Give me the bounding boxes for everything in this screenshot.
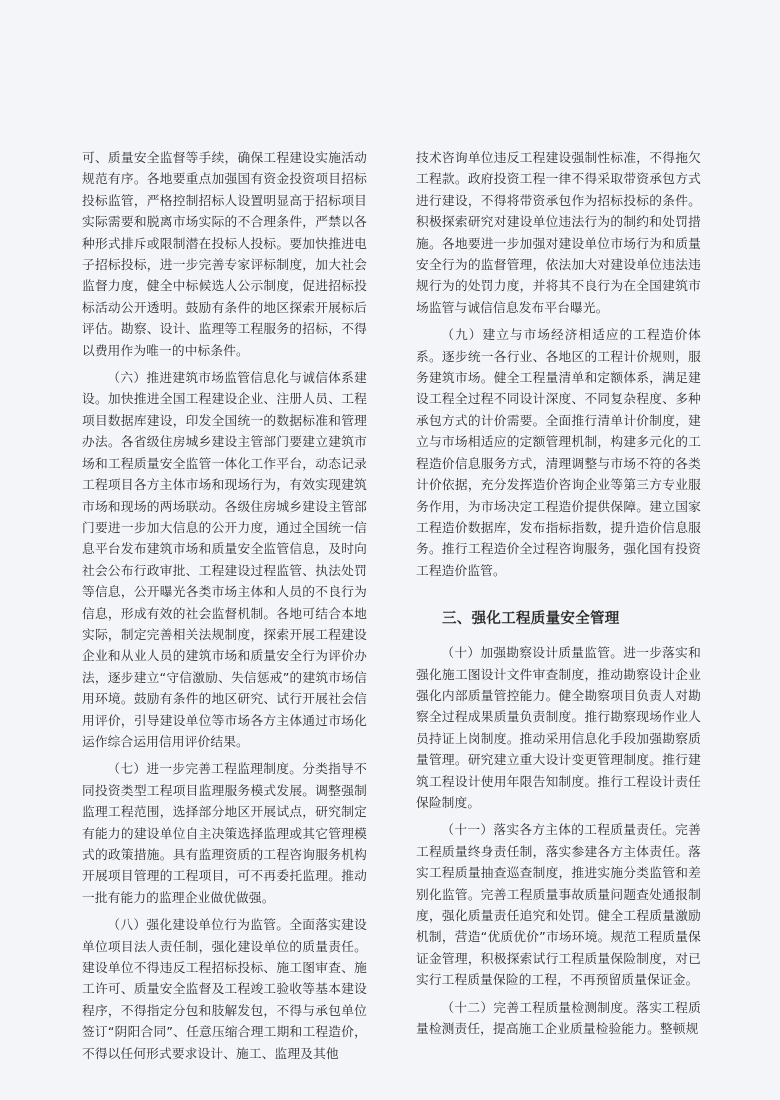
paragraph-continuation: 可、质量安全监督等手续，确保工程建设实施活动规范有序。各地要重点加强国有资金投资项目招标投标监管，严格控制招标人设置明显高于招标项目实际需要和脱离市场实际的不合理条件，严禁以各种形式排斥或限制潜在投标人投标。要加快推进电子招标投标，进一步完善专家评标制度，加大社会监督力度，健全中标候选人公示制度，促进招标投标活动公开透明。鼓励有条件的地区探索开展标后评估。勘察、设计、监理等工程服务的招标，不得以费用作为唯一的中标条件。 <box>82 150 367 358</box>
paragraph-item-10: （十）加强勘察设计质量监管。进一步落实和强化施工图设计文件审查制度，推动勘察设计企业强化内部质量管控能力。健全勘察项目负责人对勘察全过程成果质量负责制度。推行勘察现场作业人员持证上岗制度。推动采用信息化手段加强勘察质量管理。研究建立重大设计变更管理制度。推行建筑工程设计使用年限告知制度。推行工程设计责任保险制度。 <box>416 645 701 810</box>
paragraph-item-6: （六）推进建筑市场监管信息化与诚信体系建设。加快推进全国工程建设企业、注册人员、工程项目数据库建设，印发全国统一的数据标准和管理办法。各省级住房城乡建设主管部门要建立建筑市场和工程质量安全监管一体化工作平台，动态记录工程项目各方主体市场和现场行为，有效实现建筑市场和现场的两场联动。各级住房城乡建设主管部门要进一步加大信息的公开力度，通过全国统一信息平台发布建筑市场和质量安全监管信息，及时向社会公布行政审批、工程建设过程监管、执法处罚等信息，公开曝光各类市场主体和人员的不良行为信息，形成有效的社会监督机制。各地可结合本地实际，制定完善相关法规制度，探索开展工程建设企业和从业人员的建筑市场和质量安全行为评价办法，逐步建立“守信激励、失信惩戒”的建筑市场信用环境。鼓励有条件的地区研究、试行开展社会信用评价，引导建设单位等市场各方主体通过市场化运作综合运用信用评价结果。 <box>82 370 367 749</box>
paragraph-item-11: （十一）落实各方主体的工程质量责任。完善工程质量终身责任制，落实参建各方主体责任。落实工程质量抽查巡查制度，推进实施分类监管和差别化监管。完善工程质量事故质量问题查处通报制度，强化质量责任追究和处罚。健全工程质量激励机制，营造“优质优价”市场环境。规范工程质量保证金管理，积极探索试行工程质量保险制度，对已实行工程质量保险的工程，不再预留质量保证金。 <box>416 822 701 988</box>
paragraph-item-12: （十二）完善工程质量检测制度。落实工程质量检测责任，提高施工企业质量检验能力。整顿规 <box>416 999 701 1037</box>
paragraph-continuation-right: 技术咨询单位违反工程建设强制性标准，不得拖欠工程款。政府投资工程一律不得采取带资承包方式进行建设，不得将带资承包作为招标投标的条件。积极探索研究对建设单位违法行为的制约和处罚措施。各地要进一步加强对建设单位市场行为和质量安全行为的监督管理，依法加大对建设单位违法违规行为的处罚力度，并将其不良行为在全国建筑市场监管与诚信信息发布平台曝光。 <box>416 150 701 315</box>
left-column <box>82 147 367 1064</box>
paragraph-item-9: （九）建立与市场经济相适应的工程造价体系。逐步统一各行业、各地区的工程计价规则，服务建筑市场。健全工程量清单和定额体系，满足建设工程全过程不同设计深度、不同复杂程度、多种承包方式的计价需要。全面推行清单计价制度，建立与市场相适应的定额管理机制，构建多元化的工程造价信息服务方式，清理调整与市场不符的各类计价依据，充分发挥造价咨询企业等第三方专业服务作用，为市场决定工程造价提供保障。建立国家工程造价数据库，发布指标指数，提升造价信息服务。推行工程造价全过程咨询服务，强化国有投资工程造价监管。 <box>416 327 701 578</box>
right-column <box>416 147 701 1039</box>
section-heading: 三、强化工程质量安全管理 <box>442 611 620 628</box>
paragraph-item-8: （八）强化建设单位行为监管。全面落实建设单位项目法人责任制，强化建设单位的质量责任。建设单位不得违反工程招标投标、施工图审查、施工许可、质量安全监督及工程竣工验收等基本建设程序，不得指定分包和肢解发包，不得与承包单位签订“阴阳合同”、任意压缩合理工期和工程造价，不得以任何形式要求设计、施工、监理及其他 <box>82 917 367 1061</box>
paragraph-item-7: （七）进一步完善工程监理制度。分类指导不同投资类型工程项目监理服务模式发展。调整强制监理工程范围，选择部分地区开展试点，研究制定有能力的建设单位自主决策选择监理或其它管理模式的政策措施。具有监理资质的工程咨询服务机构开展项目管理的工程项目，可不再委托监理。推动一批有能力的监理企业做优做强。 <box>82 761 367 905</box>
